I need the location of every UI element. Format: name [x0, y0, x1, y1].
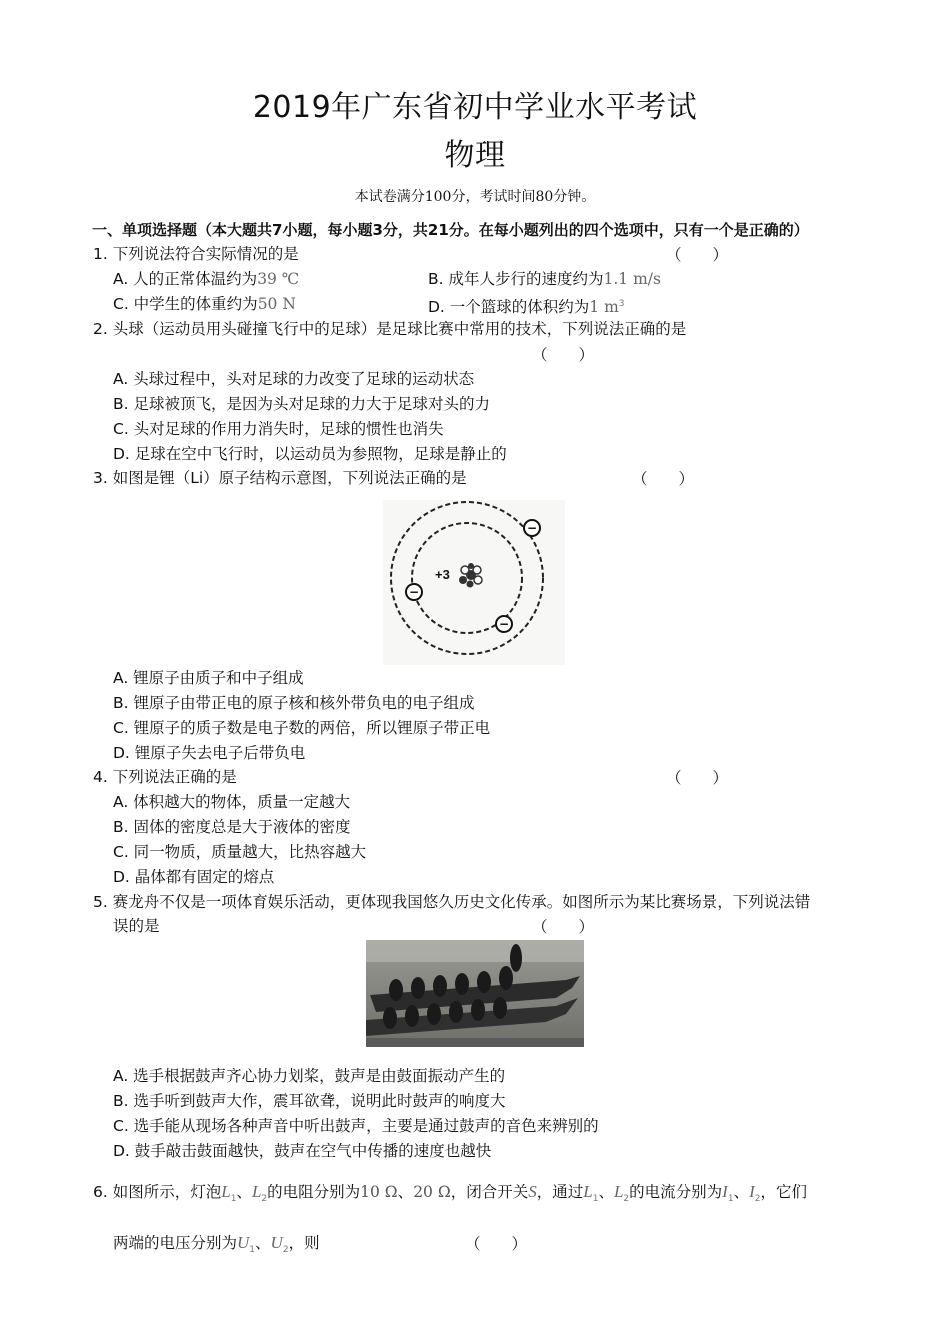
- q5-option-a: A. 选手根据鼓声齐心协力划桨，鼓声是由鼓面振动产生的: [113, 1067, 506, 1085]
- q3-answer-paren: （ ）: [632, 470, 695, 488]
- svg-text:−: −: [408, 585, 420, 599]
- q1-answer-paren: （ ）: [666, 246, 729, 264]
- subject-title: 物理: [444, 138, 506, 173]
- q1-option-d: D. 一个篮球的体积约为1 $m^3$: [428, 298, 625, 317]
- q5-stem-line2: 误的是: [113, 917, 160, 935]
- q4-answer-paren: （ ）: [666, 769, 729, 787]
- q2-option-a: A. 头球过程中，头对足球的力改变了足球的运动状态: [113, 370, 475, 388]
- q2-answer-paren: （ ）: [532, 346, 595, 364]
- q2-option-b: B. 足球被顶飞，是因为头对足球的力大于足球对头的力: [113, 395, 490, 413]
- q1-option-a: A. 人的正常体温约为39 ℃: [113, 270, 300, 288]
- q1-option-b: B. 成年人步行的速度约为1.1 m/s: [428, 270, 661, 288]
- q4-stem: 4. 下列说法正确的是: [93, 768, 237, 786]
- q5-answer-paren: （ ）: [532, 918, 595, 936]
- q2-stem: 2. 头球（运动员用头碰撞飞行中的足球）是足球比赛中常用的技术，下列说法正确的是: [93, 320, 687, 338]
- q1-stem: 1. 下列说法符合实际情况的是: [93, 245, 299, 263]
- q3-option-c: C. 锂原子的质子数是电子数的两倍，所以锂原子带正电: [113, 719, 491, 737]
- q3-option-a: A. 锂原子由质子和中子组成: [113, 669, 304, 687]
- q1-option-c: C. 中学生的体重约为50 N: [113, 295, 296, 313]
- q3-option-d: D. 锂原子失去电子后带负电: [113, 744, 306, 762]
- nucleus-charge-label: +3: [435, 567, 450, 582]
- q4-option-c: C. 同一物质，质量越大，比热容越大: [113, 843, 367, 861]
- q4-option-a: A. 体积越大的物体，质量一定越大: [113, 793, 351, 811]
- q2-option-d: D. 足球在空中飞行时，以运动员为参照物，足球是静止的: [113, 445, 507, 463]
- exam-title: 2019年广东省初中学业水平考试: [252, 90, 698, 125]
- electron: [496, 616, 512, 632]
- q3-stem: 3. 如图是锂（Li）原子结构示意图，下列说法正确的是: [93, 469, 467, 487]
- q4-option-d: D. 晶体都有固定的熔点: [113, 868, 275, 886]
- q2-option-c: C. 头对足球的作用力消失时，足球的惯性也消失: [113, 420, 444, 438]
- electron: [406, 584, 422, 600]
- q4-option-b: B. 固体的密度总是大于液体的密度: [113, 818, 351, 836]
- q5-option-b: B. 选手听到鼓声大作，震耳欲聋，说明此时鼓声的响度大: [113, 1092, 506, 1110]
- svg-text:−: −: [498, 617, 510, 631]
- q6-stem-line2: 两端的电压分别为$U_1$、$U_2$，则: [113, 1233, 320, 1256]
- q6-answer-paren: （ ）: [465, 1235, 528, 1253]
- q5-stem-line1: 5. 赛龙舟不仅是一项体育娱乐活动，更体现我国悠久历史文化传承。如图所示为某比赛场景，下列说法错: [93, 893, 811, 911]
- q3-option-b: B. 锂原子由带正电的原子核和核外带负电的电子组成: [113, 694, 475, 712]
- electron: [524, 520, 540, 536]
- lithium-atom-diagram: [383, 500, 565, 665]
- svg-text:−: −: [526, 521, 538, 535]
- q5-option-c: C. 选手能从现场各种声音中听出鼓声，主要是通过鼓声的音色来辨别的: [113, 1117, 599, 1135]
- q6-stem-line1: 6. 如图所示，灯泡$L_1$、$L_2$的电阻分别为10 Ω、20 Ω，闭合开关S，通过$L_1$、$L_2$的电流分别为$I_1$、$I_2$，它们: [93, 1182, 808, 1205]
- q5-option-d: D. 鼓手敲击鼓面越快，鼓声在空气中传播的速度也越快: [113, 1142, 492, 1160]
- exam-note: 本试卷满分100分，考试时间80分钟。: [354, 189, 596, 205]
- section-heading: 一、单项选择题（本大题共7小题，每小题3分，共21分。在每小题列出的四个选项中，只有一个是正确的）: [92, 221, 809, 239]
- dragon-boat-photo: [366, 940, 584, 1047]
